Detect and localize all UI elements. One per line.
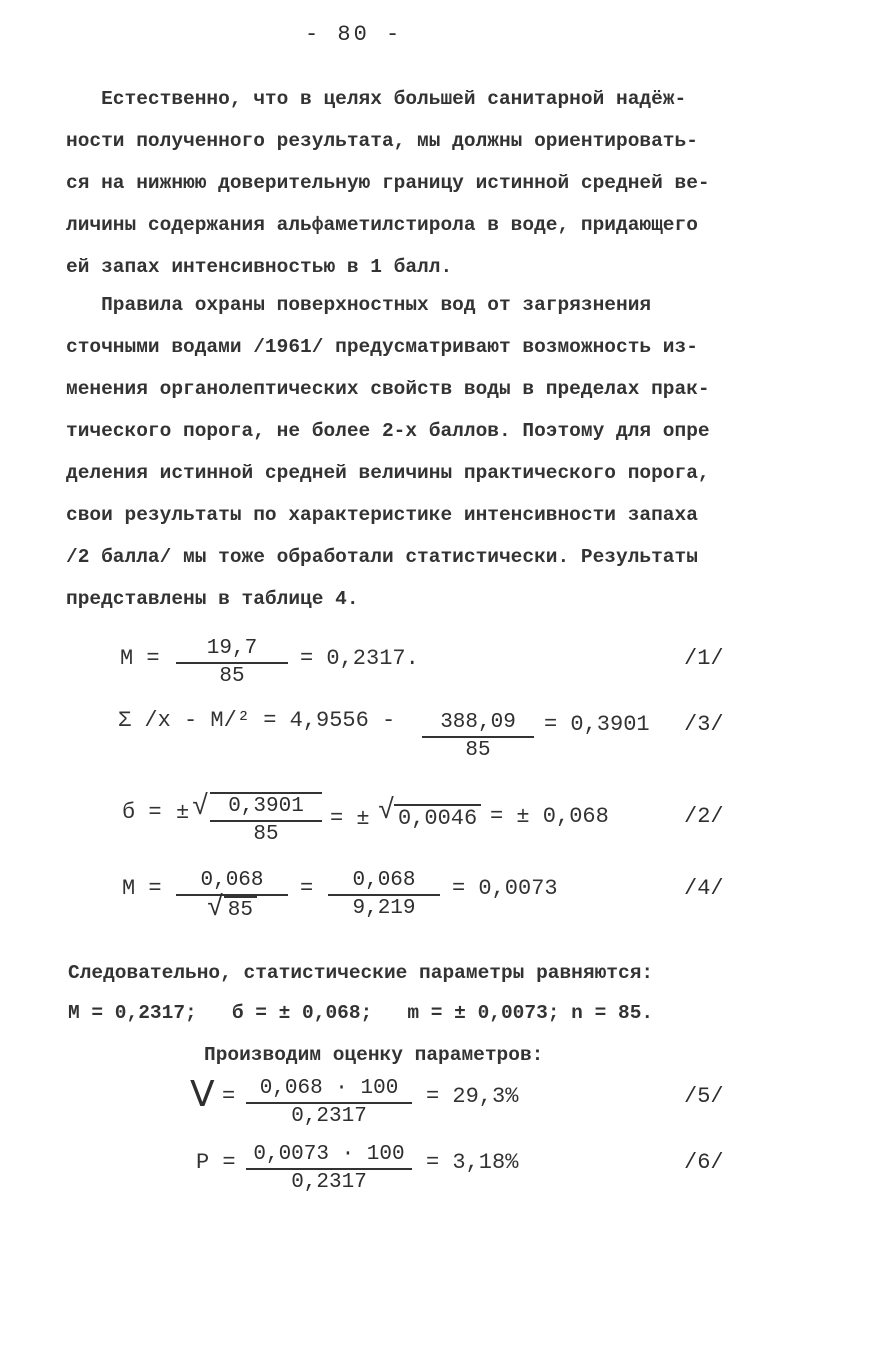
- formula-lhs: P =: [196, 1150, 236, 1175]
- formula-rhs: = 0,3901: [544, 712, 650, 737]
- denominator: 85: [219, 665, 245, 688]
- formula-lhs: M =: [120, 646, 160, 671]
- fraction: [176, 636, 288, 690]
- equals: =: [300, 876, 314, 901]
- equation-number: /4/: [684, 876, 724, 901]
- formula-lhs: Σ /x - M/² = 4,9556 -: [118, 708, 396, 733]
- radicand-wrap: [394, 804, 481, 831]
- text-line: сточными водами /1961/ предусматривают возможность из-: [66, 336, 698, 358]
- text-line: ей запах интенсивностью в 1 балл.: [66, 256, 453, 278]
- radicand: 85: [224, 896, 257, 924]
- equation-number: /3/: [684, 712, 724, 737]
- fraction: [246, 1142, 412, 1196]
- text-line: менения органолептических свойств воды в пределах прак-: [66, 378, 710, 400]
- page-number: - 80 -: [305, 22, 403, 47]
- denominator: 85: [253, 823, 279, 846]
- denominator: 0,2317: [291, 1105, 367, 1128]
- formula-rhs: = 0,2317.: [300, 646, 419, 671]
- formula-rhs: = 0,0073: [452, 876, 558, 901]
- text-line: ся на нижнюю доверительную границу истинной средней ве-: [66, 172, 710, 194]
- sqrt-icon: √: [192, 792, 209, 823]
- formula-lhs: б =: [122, 800, 162, 825]
- paragraph-1: [66, 78, 826, 288]
- equation-number: /5/: [684, 1084, 724, 1109]
- fraction: [210, 792, 322, 848]
- numerator: 0,0073 · 100: [246, 1142, 412, 1170]
- paragraph-2: [66, 284, 826, 620]
- denominator: 0,2317: [291, 1171, 367, 1194]
- estimate-heading: Производим оценку параметров:: [204, 1044, 544, 1066]
- denominator: 9,219: [352, 897, 416, 920]
- formula-rhs: = 29,3%: [426, 1084, 519, 1109]
- denominator: [176, 893, 288, 924]
- denominator: 85: [465, 739, 491, 762]
- numerator: 0,068: [176, 868, 288, 896]
- text-line: Естественно, что в целях большей санитарной надёж-: [66, 88, 687, 110]
- formula-rhs: = ± 0,068: [490, 804, 609, 829]
- text-line: /2 балла/ мы тоже обработали статистически. Результаты: [66, 546, 698, 568]
- text-line: свои результаты по характеристике интенсивности запаха: [66, 504, 698, 526]
- fraction: [176, 868, 288, 924]
- numerator: 0,3901: [210, 792, 322, 822]
- text-line: личины содержания альфаметилстирола в воде, придающего: [66, 214, 698, 236]
- text-line: деления истинной средней величины практического порога,: [66, 462, 710, 484]
- equation-number: /2/: [684, 804, 724, 829]
- text-line: ности полученного результата, мы должны ориентировать-: [66, 130, 698, 152]
- fraction: [422, 710, 534, 764]
- fraction: [246, 1076, 412, 1130]
- plus-minus: ±: [176, 800, 190, 825]
- formula-rhs: = 3,18%: [426, 1150, 519, 1175]
- formula-lhs: V: [190, 1074, 215, 1115]
- radicand: 0,0046: [394, 804, 481, 831]
- sqrt-icon: √: [378, 796, 395, 827]
- formula-lhs: M =: [122, 876, 162, 901]
- text-line: представлены в таблице 4.: [66, 588, 359, 610]
- text-line: тического порога, не более 2-х баллов. Поэтому для опре: [66, 420, 710, 442]
- numerator: 19,7: [176, 636, 288, 664]
- numerator: 388,09: [422, 710, 534, 738]
- equals: =: [222, 1084, 236, 1109]
- equation-number: /1/: [684, 646, 724, 671]
- numerator: 0,068: [328, 868, 440, 896]
- equation-number: /6/: [684, 1150, 724, 1175]
- sqrt-icon: √: [206, 893, 224, 924]
- conclusion-line: Следовательно, статистические параметры равняются:: [68, 962, 654, 984]
- numerator: 0,068 · 100: [246, 1076, 412, 1104]
- text-line: Правила охраны поверхностных вод от загрязнения: [66, 294, 652, 316]
- formula-mid: = ±: [330, 806, 370, 831]
- parameters-line: M = 0,2317; б = ± 0,068; m = ± 0,0073; n = 85.: [68, 1002, 654, 1024]
- fraction: [328, 868, 440, 922]
